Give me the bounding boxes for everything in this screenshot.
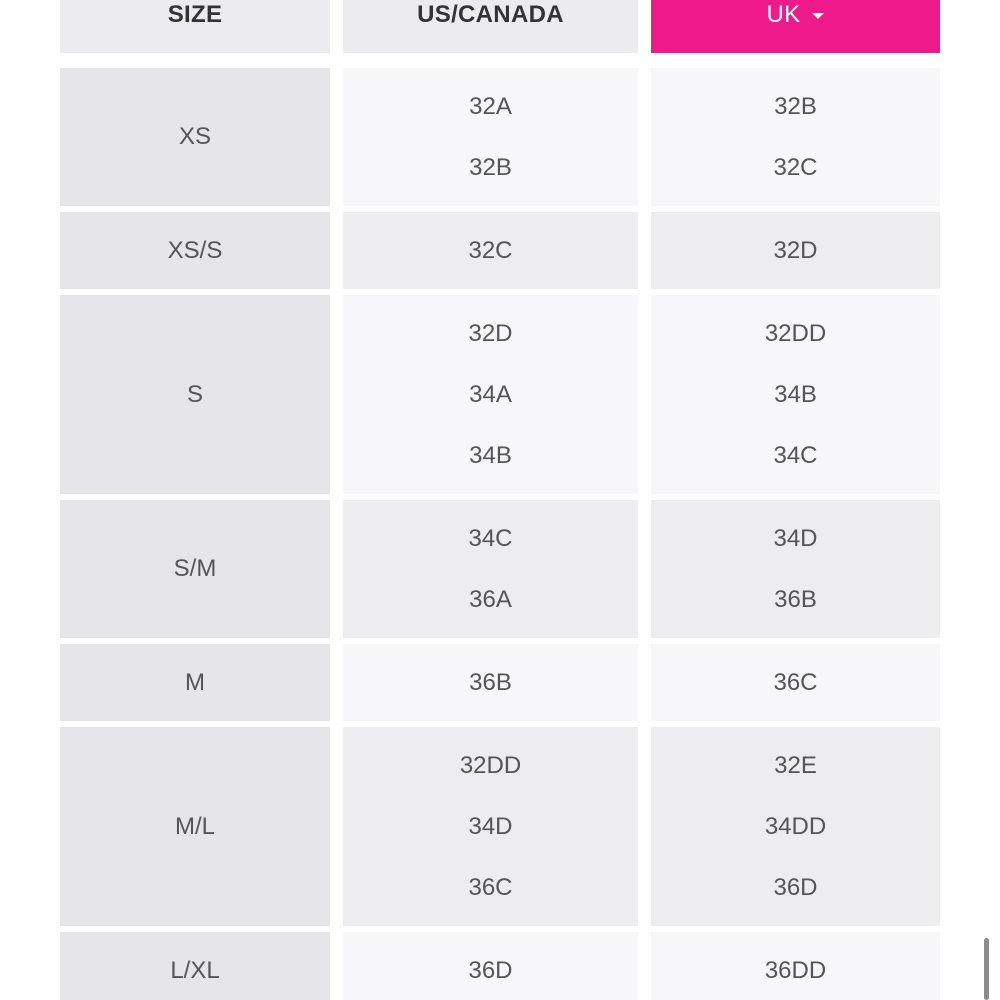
uk-value: 36B <box>774 586 817 613</box>
size-cell <box>60 932 330 1000</box>
us-canada-value: 36D <box>468 957 513 984</box>
size-label: L/XL <box>170 956 220 984</box>
header-uk-label: UK <box>766 0 801 28</box>
us-canada-cell <box>343 212 638 289</box>
scrollbar[interactable] <box>984 938 989 1000</box>
us-canada-value: 32DD <box>459 752 522 779</box>
caret-down-icon <box>812 13 824 19</box>
size-cell <box>60 295 330 494</box>
uk-value: 32D <box>773 237 818 264</box>
size-label: S <box>186 380 203 408</box>
size-label: M <box>185 668 205 696</box>
uk-value: 34B <box>774 381 817 408</box>
us-canada-value: 32C <box>468 237 513 264</box>
us-canada-value: 34B <box>469 442 512 469</box>
us-canada-value: 34C <box>468 525 513 552</box>
uk-cell <box>651 644 940 721</box>
uk-region-dropdown[interactable] <box>651 0 940 53</box>
us-canada-value: 32B <box>469 154 512 181</box>
uk-value: 32B <box>774 93 817 120</box>
header-size-label: SIZE <box>167 0 223 28</box>
uk-value: 34C <box>773 442 818 469</box>
uk-value: 34D <box>773 525 818 552</box>
header-size <box>60 0 330 53</box>
header-us-canada-label: US/CANADA <box>417 0 564 28</box>
size-cell <box>60 500 330 638</box>
us-canada-cell <box>343 644 638 721</box>
uk-value: 36C <box>773 669 818 696</box>
size-label: XS/S <box>167 236 223 264</box>
us-canada-value: 32D <box>468 320 513 347</box>
uk-cell <box>651 500 940 638</box>
uk-value: 36DD <box>764 957 827 984</box>
uk-cell <box>651 727 940 926</box>
us-canada-value: 36B <box>469 669 512 696</box>
us-canada-cell <box>343 68 638 206</box>
us-canada-value: 34A <box>469 381 512 408</box>
uk-value: 32DD <box>764 320 827 347</box>
us-canada-cell <box>343 727 638 926</box>
uk-value: 36D <box>773 874 818 901</box>
size-cell <box>60 68 330 206</box>
us-canada-cell <box>343 295 638 494</box>
size-label: M/L <box>174 812 215 840</box>
uk-value: 34DD <box>764 813 827 840</box>
size-label: S/M <box>173 555 217 582</box>
uk-value: 32E <box>774 752 817 779</box>
size-cell <box>60 212 330 289</box>
size-label: XS <box>178 123 211 150</box>
us-canada-value: 34D <box>468 813 513 840</box>
size-cell <box>60 644 330 721</box>
uk-cell <box>651 932 940 1000</box>
uk-cell <box>651 295 940 494</box>
us-canada-cell <box>343 500 638 638</box>
uk-value: 32C <box>773 154 818 181</box>
us-canada-value: 36C <box>468 874 513 901</box>
header-us-canada <box>343 0 638 53</box>
size-cell <box>60 727 330 926</box>
us-canada-value: 36A <box>469 586 512 613</box>
us-canada-value: 32A <box>469 93 512 120</box>
uk-cell <box>651 68 940 206</box>
uk-cell <box>651 212 940 289</box>
us-canada-cell <box>343 932 638 1000</box>
